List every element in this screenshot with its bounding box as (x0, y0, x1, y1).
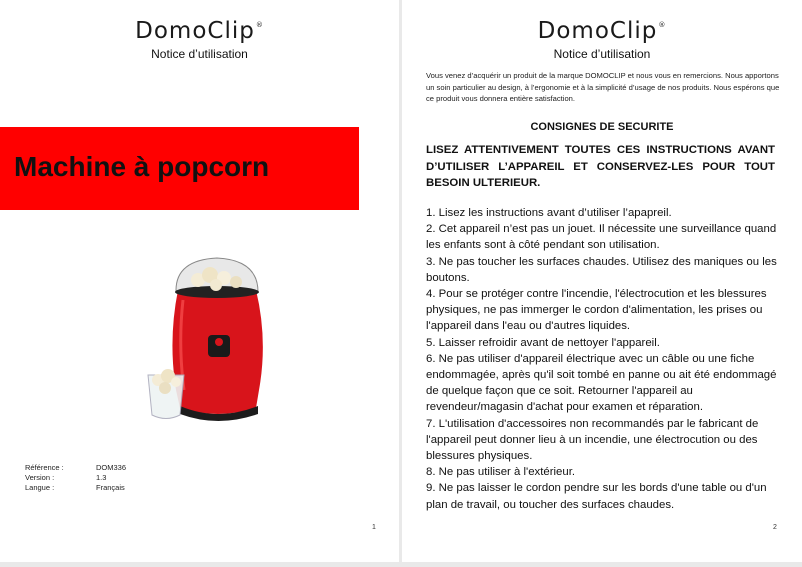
page-number: 2 (773, 524, 777, 531)
list-item: 8. Ne pas utiliser à l'extérieur. (426, 466, 576, 479)
list-item: 5. Laisser refroidir avant de nettoyer l'appareil. (426, 336, 660, 349)
spec-label: Langue : (25, 483, 55, 492)
warning-paragraph: LISEZ ATTENTIVEMENT TOUTES CES INSTRUCTIONS AVANT D’UTILISER L’APPAREIL ET CONSERVEZ-LES POUR TOUT BESOIN ULTERIEUR. (426, 144, 775, 189)
page-2 (402, 0, 802, 562)
list-item: 1. Lisez les instructions avant d’utiliser l’apapreil. (426, 207, 672, 219)
intro-paragraph: Vous venez d’acquérir un produit de la marque DOMOCLIP et nous vous en remercions. Nous apportons un soin particulier au design, à l’ergonomie et à la simplicité d’usage de nos produits. Nous espérons que ce produit vous donnera entière satisfaction. (426, 71, 780, 103)
spec-value: Français (96, 483, 125, 492)
title-banner (0, 127, 359, 210)
registered-mark: ® (255, 21, 264, 29)
brand-logo (402, 20, 802, 43)
spec-label: Référence : (25, 463, 64, 472)
section-title: CONSIGNES DE SECURITE (530, 121, 674, 133)
list-item: 2. Cet appareil n’est pas un jouet. Il nécessite une surveillance quand les enfants sont à côté pendant son utilisation. (426, 223, 777, 252)
spec-row (25, 473, 126, 483)
spec-value: 1.3 (96, 473, 107, 482)
registered-mark: ® (658, 21, 667, 29)
list-item: 4. Pour se protéger contre l'incendie, l'électrocution et les blessures physiques, ne pas immerger le cordon d'alimentation, les prises ou l'appareil dans l'eau ou d'autres liquides. (426, 288, 767, 333)
popcorn-machine-image (128, 230, 278, 430)
list-item: 6. Ne pas utiliser d'appareil électrique avec un câble ou une fiche endommagée, après qu'il soit tombé en panne ou ait été endommagé de quelque façon que ce soit. Retourner l'appareil au revendeur/magasin d'achat pour examen et réparation. (426, 352, 777, 414)
document-subtitle: Notice d’utilisation (553, 47, 651, 61)
list-item: 3. Ne pas toucher les surfaces chaudes. Utilisez des maniques ou les boutons. (426, 255, 777, 284)
product-title: Machine à popcorn (14, 151, 270, 182)
spec-table (25, 463, 126, 493)
spec-row (25, 483, 126, 493)
brand-logo (0, 20, 399, 43)
instruction-list (426, 205, 778, 513)
list-item: 7. L'utilisation d'accessoires non recommandés par le fabricant de l'appareil peut donner lieu à un incendie, une électrocution ou des blessures physiques. (426, 417, 759, 463)
list-item: 9. Ne pas laisser le cordon pendre sur les bords d'une table ou d'un plan de travail, ou toucher des surfaces chaudes. (426, 482, 767, 511)
page-number: 1 (372, 524, 376, 531)
logo-text: DomoClip (135, 18, 255, 44)
spec-label: Version : (25, 473, 55, 482)
spec-row (25, 463, 126, 473)
spec-value: DOM336 (96, 463, 127, 472)
page-1 (0, 0, 399, 562)
document-subtitle: Notice d’utilisation (151, 47, 248, 61)
logo-text: DomoClip (537, 18, 658, 44)
